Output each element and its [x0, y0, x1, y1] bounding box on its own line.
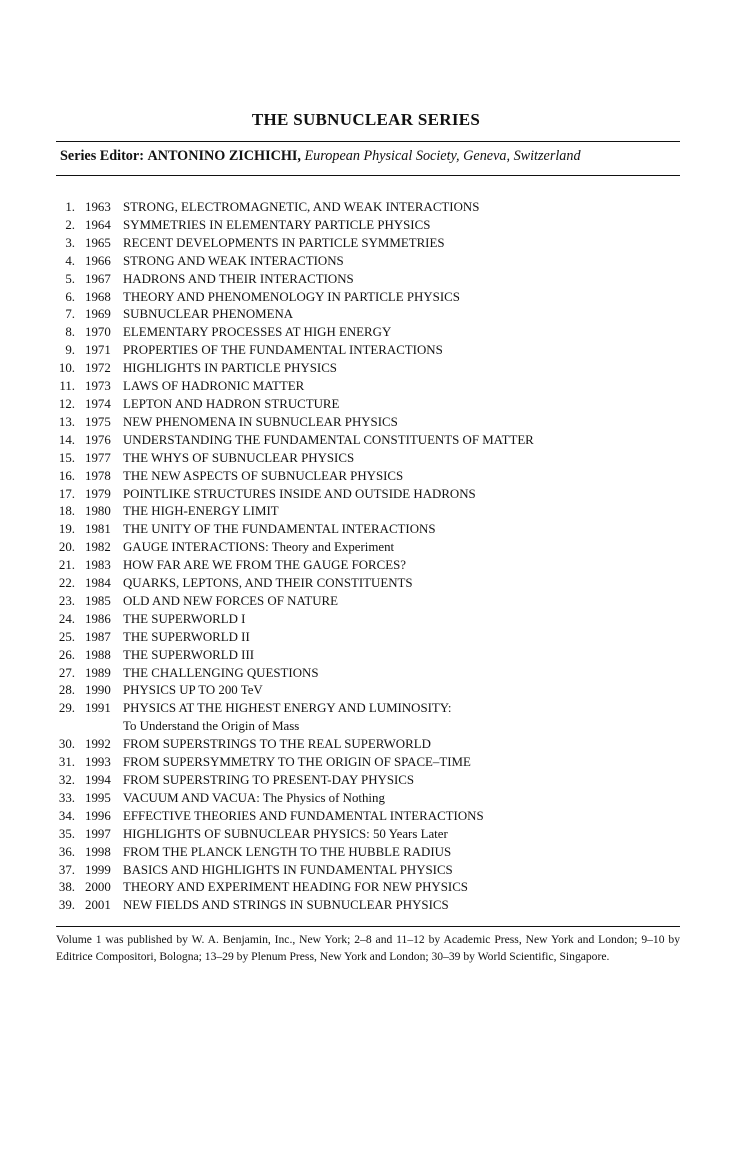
volume-year: 1996 — [85, 808, 111, 823]
editor-affiliation: European Physical Society, Geneva, Switzerland — [304, 148, 581, 164]
volume-row — [56, 253, 680, 271]
volume-row — [56, 289, 680, 307]
volume-number: 7. — [65, 307, 75, 322]
volume-year: 1998 — [85, 844, 111, 859]
volume-year: 1973 — [85, 379, 111, 394]
volume-year: 1965 — [85, 235, 111, 250]
volume-year: 1995 — [85, 790, 111, 805]
volume-number: 18. — [58, 504, 75, 519]
volume-number: 24. — [58, 611, 75, 626]
footer-rule — [56, 926, 680, 927]
volume-title: SYMMETRIES IN ELEMENTARY PARTICLE PHYSICS — [123, 217, 431, 232]
volume-row — [56, 879, 680, 897]
volume-number: 12. — [58, 396, 75, 411]
volume-title: HIGHLIGHTS OF SUBNUCLEAR PHYSICS: 50 Years Later — [123, 826, 448, 841]
volume-title: STRONG AND WEAK INTERACTIONS — [123, 253, 344, 268]
volume-number: 23. — [58, 593, 75, 608]
volume-row — [56, 593, 680, 611]
volume-year: 1991 — [85, 701, 111, 716]
volume-row — [56, 665, 680, 683]
publication-footnote: Volume 1 was published by W. A. Benjamin, Inc., New York; 2–8 and 11–12 by Academic Press, New York and London; 9–10 by Editrice Compositori, Bologna; 13–29 by Plenum Press, New York and London; 30–39 by World Scientific, Singapore. — [56, 933, 680, 963]
volume-year: 1966 — [85, 253, 111, 268]
header-rule — [56, 175, 680, 176]
volume-year: 1990 — [85, 683, 111, 698]
editor-name: ANTONINO ZICHICHI, — [147, 148, 301, 164]
volume-number: 1. — [65, 200, 75, 214]
volume-row — [56, 360, 680, 378]
volume-number: 22. — [58, 576, 75, 591]
volume-number: 28. — [58, 683, 75, 698]
volume-row — [56, 629, 680, 647]
series-editor-line — [60, 148, 680, 165]
volume-row — [56, 468, 680, 486]
volume-title: HIGHLIGHTS IN PARTICLE PHYSICS — [123, 361, 337, 376]
volume-title: THE SUPERWORLD III — [123, 647, 255, 662]
volume-year: 1980 — [85, 504, 111, 519]
volume-row — [56, 432, 680, 450]
volume-year: 1989 — [85, 665, 111, 680]
volume-year: 1992 — [85, 737, 111, 752]
volume-year: 1993 — [85, 755, 111, 770]
volume-number: 36. — [58, 844, 75, 859]
volume-list — [56, 199, 680, 915]
volume-year: 2000 — [85, 880, 111, 895]
volume-title: THEORY AND EXPERIMENT HEADING FOR NEW PHYSICS — [123, 880, 468, 895]
volume-title: OLD AND NEW FORCES OF NATURE — [123, 593, 338, 608]
volume-year: 1978 — [85, 468, 111, 483]
volume-row — [56, 772, 680, 790]
volume-year: 1986 — [85, 611, 111, 626]
volume-row — [56, 450, 680, 468]
volume-year: 1968 — [85, 289, 111, 304]
volume-title: EFFECTIVE THEORIES AND FUNDAMENTAL INTERACTIONS — [123, 808, 484, 823]
volume-year: 1979 — [85, 486, 111, 501]
volume-year: 1963 — [85, 200, 111, 214]
volume-row — [56, 611, 680, 629]
volume-number: 14. — [58, 432, 75, 447]
volume-number: 3. — [65, 235, 75, 250]
volume-year: 1987 — [85, 629, 111, 644]
volume-number: 9. — [65, 343, 75, 358]
volume-year: 1982 — [85, 540, 111, 555]
volume-year: 1988 — [85, 647, 111, 662]
volume-number: 19. — [58, 522, 75, 537]
volume-row — [56, 647, 680, 665]
volume-row — [56, 897, 680, 915]
volume-row — [56, 754, 680, 772]
volume-year: 1976 — [85, 432, 111, 447]
volume-title: BASICS AND HIGHLIGHTS IN FUNDAMENTAL PHYSICS — [123, 862, 453, 877]
volume-year: 1975 — [85, 414, 111, 429]
volume-title: LEPTON AND HADRON STRUCTURE — [123, 396, 340, 411]
volume-number: 33. — [58, 790, 75, 805]
volume-title: PROPERTIES OF THE FUNDAMENTAL INTERACTIONS — [123, 343, 443, 358]
volume-title: FROM SUPERSYMMETRY TO THE ORIGIN OF SPACE–TIME — [123, 755, 471, 770]
volume-number: 34. — [58, 808, 75, 823]
volume-number: 6. — [65, 289, 75, 304]
volume-year: 1985 — [85, 593, 111, 608]
volume-subtitle: To Understand the Origin of Mass — [123, 719, 300, 734]
volume-year: 1997 — [85, 826, 111, 841]
volume-title: STRONG, ELECTROMAGNETIC, AND WEAK INTERACTIONS — [123, 200, 480, 214]
volume-year: 1964 — [85, 217, 111, 232]
volume-number: 13. — [58, 414, 75, 429]
volume-number: 35. — [58, 826, 75, 841]
volume-title: NEW PHENOMENA IN SUBNUCLEAR PHYSICS — [123, 414, 398, 429]
volume-number: 8. — [65, 325, 75, 340]
volume-number: 4. — [65, 253, 75, 268]
volume-title: THE WHYS OF SUBNUCLEAR PHYSICS — [123, 450, 355, 465]
volume-title: PHYSICS AT THE HIGHEST ENERGY AND LUMINOSITY: — [123, 701, 452, 716]
volume-row — [56, 486, 680, 504]
volume-title: QUARKS, LEPTONS, AND THEIR CONSTITUENTS — [123, 576, 413, 591]
volume-number: 27. — [58, 665, 75, 680]
volume-title: THE SUPERWORLD II — [123, 629, 250, 644]
volume-number: 11. — [59, 379, 75, 394]
volume-number: 2. — [65, 217, 75, 232]
volume-row — [56, 808, 680, 826]
volume-year: 1971 — [85, 343, 111, 358]
volume-title: GAUGE INTERACTIONS: Theory and Experiment — [123, 540, 395, 555]
volume-year: 1981 — [85, 522, 111, 537]
volume-year: 1972 — [85, 361, 111, 376]
volume-title: POINTLIKE STRUCTURES INSIDE AND OUTSIDE HADRONS — [123, 486, 476, 501]
top-rule — [56, 141, 680, 142]
volume-title: THE HIGH-ENERGY LIMIT — [123, 504, 279, 519]
volume-row — [56, 378, 680, 396]
volume-title: NEW FIELDS AND STRINGS IN SUBNUCLEAR PHYSICS — [123, 898, 449, 913]
volume-row — [56, 503, 680, 521]
volume-year: 1983 — [85, 558, 111, 573]
volume-year: 1969 — [85, 307, 111, 322]
volume-number: 38. — [58, 880, 75, 895]
volume-number: 10. — [58, 361, 75, 376]
volume-number: 30. — [58, 737, 75, 752]
volume-number: 21. — [58, 558, 75, 573]
volume-year: 1984 — [85, 576, 111, 591]
volume-title: RECENT DEVELOPMENTS IN PARTICLE SYMMETRIES — [123, 235, 445, 250]
volume-row — [56, 790, 680, 808]
volume-number: 16. — [58, 468, 75, 483]
volume-title: THE CHALLENGING QUESTIONS — [123, 665, 319, 680]
volume-title: THE SUPERWORLD I — [123, 611, 246, 626]
volume-title: PHYSICS UP TO 200 TeV — [123, 683, 263, 698]
volume-row — [56, 217, 680, 235]
volume-row — [56, 342, 680, 360]
volume-row — [56, 414, 680, 432]
volume-year: 1974 — [85, 396, 111, 411]
volume-row — [56, 306, 680, 324]
volume-title: SUBNUCLEAR PHENOMENA — [123, 307, 294, 322]
volume-year: 1967 — [85, 271, 111, 286]
volume-row — [56, 235, 680, 253]
editor-label: Series Editor: — [60, 148, 144, 164]
volume-title: THE UNITY OF THE FUNDAMENTAL INTERACTIONS — [123, 522, 436, 537]
volume-row — [56, 736, 680, 754]
volume-number: 37. — [58, 862, 75, 877]
volume-row — [56, 324, 680, 342]
volume-year: 1977 — [85, 450, 111, 465]
volume-number: 25. — [58, 629, 75, 644]
volume-title: HOW FAR ARE WE FROM THE GAUGE FORCES? — [123, 558, 407, 573]
volume-row — [56, 539, 680, 557]
volume-number: 26. — [58, 647, 75, 662]
volume-year: 2001 — [85, 898, 111, 913]
volume-title: THE NEW ASPECTS OF SUBNUCLEAR PHYSICS — [123, 468, 404, 483]
volume-number: 17. — [58, 486, 75, 501]
volume-row — [56, 826, 680, 844]
volume-title: FROM SUPERSTRINGS TO THE REAL SUPERWORLD — [123, 737, 431, 752]
volume-row — [56, 521, 680, 539]
volume-row — [56, 682, 680, 700]
volume-row — [56, 575, 680, 593]
volume-row — [56, 557, 680, 575]
volume-title: ELEMENTARY PROCESSES AT HIGH ENERGY — [123, 325, 392, 340]
volume-title: THEORY AND PHENOMENOLOGY IN PARTICLE PHYSICS — [123, 289, 460, 304]
volume-year: 1994 — [85, 773, 111, 787]
volume-number: 32. — [58, 773, 75, 787]
volume-title: FROM THE PLANCK LENGTH TO THE HUBBLE RADIUS — [123, 844, 452, 859]
volume-title: LAWS OF HADRONIC MATTER — [123, 379, 305, 394]
volume-row — [56, 199, 680, 217]
volume-row — [56, 844, 680, 862]
volume-number: 39. — [58, 898, 75, 913]
volume-row — [56, 862, 680, 880]
page-title: THE SUBNUCLEAR SERIES — [251, 110, 481, 129]
volume-number: 29. — [58, 701, 75, 716]
volume-row — [56, 396, 680, 414]
volume-title: UNDERSTANDING THE FUNDAMENTAL CONSTITUENTS OF MATTER — [123, 432, 534, 447]
volume-number: 5. — [65, 271, 75, 286]
volume-year: 1999 — [85, 862, 111, 877]
volume-number: 20. — [58, 540, 75, 555]
volume-row — [56, 271, 680, 289]
volume-row — [56, 700, 680, 736]
volume-title: FROM SUPERSTRING TO PRESENT-DAY PHYSICS — [123, 773, 415, 787]
volume-number: 15. — [58, 450, 75, 465]
volume-title: HADRONS AND THEIR INTERACTIONS — [123, 271, 354, 286]
volume-number: 31. — [58, 755, 75, 770]
volume-title: VACUUM AND VACUA: The Physics of Nothing — [123, 790, 385, 805]
volume-year: 1970 — [85, 325, 111, 340]
